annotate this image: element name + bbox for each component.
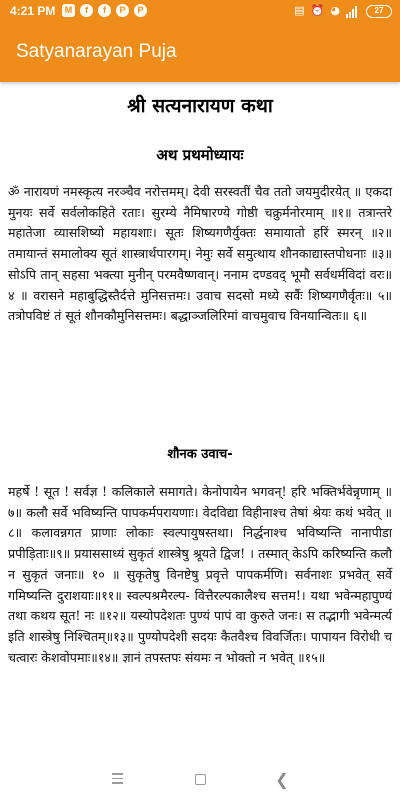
system-nav-bar (0, 760, 400, 800)
signal-icon (346, 5, 360, 18)
verse-paragraph: ॐ नारायणं नमस्कृत्य नरञ्चैव नरोत्तमम्। देवी सरस्वतीं चैव ततो जयमुदीरयेत् ॥ एकदा मुनयः सर्वे सर्वलोकहिते रताः। सुरम्ये नैमिषारण्ये गोष्ठी चक्रुर्मनोरमाम् ॥१॥ तत्रान्तरे महातेजा व्यासशिष्यो महायशाः। सूतः शिष्यगणैर्युक्तः समायातो हरिं स्मरन् ॥२॥ तमायान्तं समालोक्य सूतं शास्त्रार्थपारगम्। नेमुः सर्वे समुत्थाय शौनकाद्यास्तपोधनाः ॥३॥ सोऽपि तान् सहसा भक्त्या मुनीन् परमवैष्णवान्। ननाम दण्डवद् भूमौ सर्वधर्मविदां वरः॥ ४ ॥ वरासने महाबुद्धिस्तैर्दत्ते मुनिसत्तमः। उवाच सदसो मध्ये सर्वैः शिष्यगणैर्वृतः॥ ५॥ तत्रोपविष्टं तं सूतं शौनकौमुनिसत्तमः। बद्धाञ्जलिरिमां वाचमुवाच विनयान्वितः॥ ६॥ (8, 184, 392, 324)
notification-icons (62, 4, 147, 17)
battery-icon: 27 (366, 5, 392, 18)
app-p-icon: P (116, 4, 129, 17)
verse-paragraph: महर्षे ! सूत ! सर्वज्ञ ! कलिकाले समागते। केनोपायेन भगवन्! हरि भक्तिर्भवेन्नृणाम् ॥ ७॥ कलौ सर्वे भविष्यन्ति पापकर्मपरायणाः। वेदविद्या विहीनाश्च तेषां श्रेयः कथं भवेत् ॥ ८॥ कलावन्नगत प्राणाः लोकाः स्वल्पायुषस्तथा। निर्द्धनाश्च भविष्यन्ति नानापीडा प्रपीड़िताः॥९॥ प्रयाससाध्यं सुकृतं शास्त्रेषु श्रूयते द्विज! । तस्मात् केऽपि करिष्यन्ति कलौ न सुकृतं जनाः॥ १० ॥ सुकृतेषु विनष्टेषु प्रवृत्ते पापकर्मणि। सर्वनाशः प्रभवेत् सर्वे गमिष्यन्ति दुराशयाः॥११॥ स्वल्पश्रमैरल्प- वित्तैरल्पकालैश्च सत्तम!। यथा भवेन्महापुण्यं तथा कथय सूत! नः ॥१२॥ यस्योपदेशतः पुण्यं पापं वा कुरुते जनः। स तद्भागी भवेन्मर्त्य इति शास्त्रेषु निश्चितम्॥१३॥ पुण्योपदेशी सदयः कैतवैश्च विवर्जितः। पापायन विरोधी च चत्वारः केशवोपमाः॥१४॥ ज्ञानं तपस्तपः संयमः न भोक्तो न भवेत् ॥१५॥ (8, 484, 392, 665)
chapter-heading: अथ प्रथमोध्यायः (156, 146, 244, 164)
app-bar (0, 26, 400, 82)
page-title: श्री सत्यनारायण कथा (127, 95, 273, 117)
facebook-icon: f (80, 4, 93, 17)
alarm-icon: ⏰ (310, 4, 325, 17)
speaker-heading: शौनक उवाच- (167, 447, 233, 462)
chevron-left-icon[interactable]: ❮ (275, 770, 289, 789)
status-time: 4:21 PM (10, 4, 56, 18)
square-home-icon[interactable] (190, 770, 210, 790)
wifi-icon: ◕ (330, 4, 340, 17)
app-title: Satyanarayan Puja (16, 41, 177, 62)
app-p-icon: P (134, 4, 147, 17)
facebook-icon: f (98, 4, 111, 17)
status-right (294, 4, 392, 18)
reading-content[interactable] (0, 82, 400, 760)
menu-lines-icon[interactable] (107, 770, 127, 790)
gmail-icon: M (62, 4, 75, 17)
status-bar (0, 0, 400, 26)
hd-voice-icon: ▤ (294, 4, 305, 17)
